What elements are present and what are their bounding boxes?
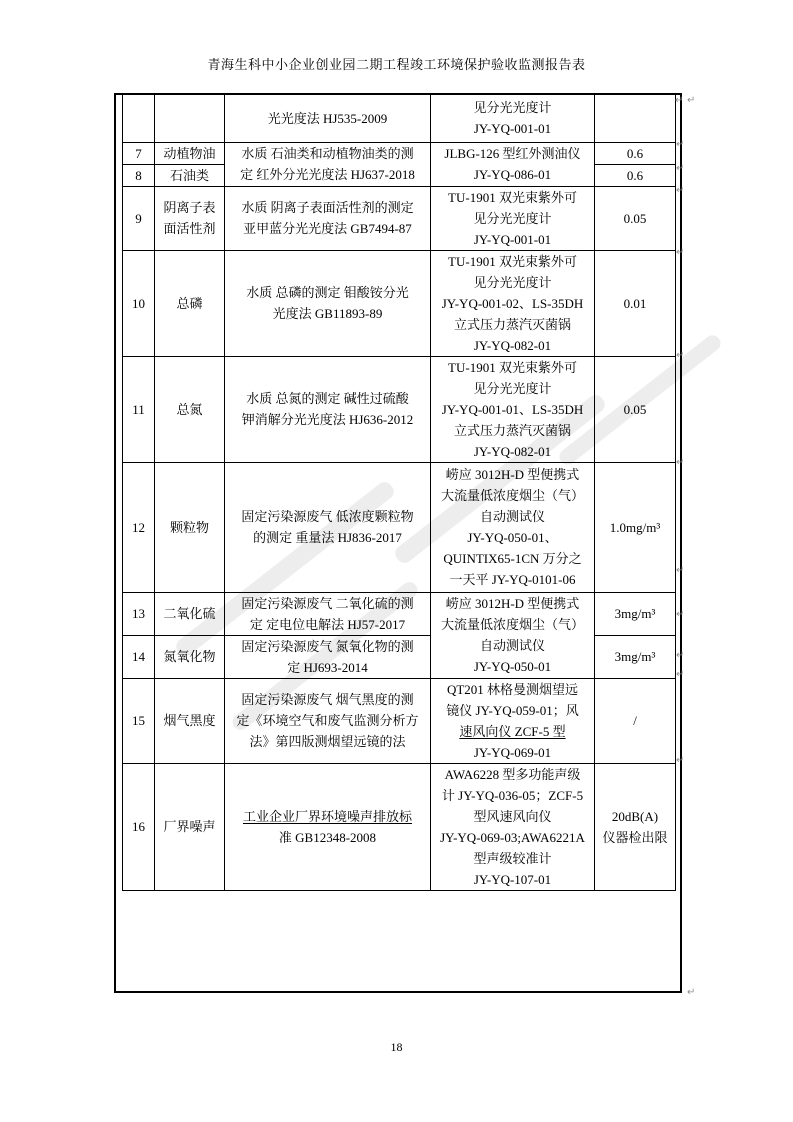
paragraph-mark-icon: ↵ — [676, 163, 685, 174]
paragraph-mark-icon: ↵ — [676, 609, 685, 620]
cell-detection-limit-line: 3mg/m³ — [614, 606, 656, 621]
cell-method — [225, 356, 431, 462]
cell-index — [123, 142, 155, 164]
cell-method-line: 光光度法 HJ535-2009 — [267, 110, 388, 126]
cell-instrument-line: 见分光光度计 — [473, 100, 552, 116]
cell-parameter — [155, 462, 225, 592]
cell-instrument-line: 一天平 JY-YQ-0101-06 — [449, 572, 576, 587]
cell-instrument — [431, 763, 595, 890]
table-row-13 — [123, 592, 676, 635]
cell-index — [123, 186, 155, 250]
cell-detection-limit — [595, 186, 676, 250]
table-row-12 — [123, 462, 676, 592]
cell-index — [123, 763, 155, 890]
cell-detection-limit-line: 0.6 — [626, 167, 644, 183]
cell-instrument-line: 崂应 3012H-D 型便携式 — [445, 596, 580, 611]
cell-method — [225, 186, 431, 250]
cell-instrument-line: JY-YQ-050-01、 — [467, 530, 558, 545]
cell-parameter — [155, 592, 225, 635]
cell-index-line: 15 — [132, 713, 145, 728]
cell-index — [123, 462, 155, 592]
cell-method-line: 水质 阴离子表面活性剂的测定 — [241, 200, 414, 215]
cell-detection-limit-line: 1.0mg/m³ — [609, 519, 661, 535]
cell-instrument — [431, 95, 595, 142]
cell-method-line: 固定污染源废气 氮氧化物的测 — [241, 638, 414, 654]
paragraph-mark-icon: ↵ — [676, 669, 685, 680]
cell-method-line: 光度法 GB11893-89 — [272, 306, 383, 321]
cell-parameter-line: 二氧化硫 — [163, 606, 216, 621]
cell-index — [123, 635, 155, 678]
paragraph-mark-icon: ↵ — [676, 565, 685, 576]
cell-parameter-line: 颗粒物 — [169, 519, 209, 535]
cell-instrument-line: 自动测试仪 — [479, 638, 545, 653]
cell-parameter — [155, 635, 225, 678]
cell-detection-limit-line: 仪器检出限 — [602, 829, 668, 845]
cell-instrument-line: JY-YQ-086-01 — [473, 167, 552, 182]
cell-method-line: 定 定电位电解法 HJ57-2017 — [249, 616, 406, 632]
cell-detection-limit — [595, 462, 676, 592]
cell-instrument — [431, 592, 595, 678]
cell-instrument — [431, 250, 595, 356]
cell-method-line: 工业企业厂界环境噪声排放标 — [242, 808, 412, 824]
paragraph-mark-icon: ↵ — [687, 95, 696, 106]
table-row-15 — [123, 678, 676, 763]
cell-index — [123, 356, 155, 462]
table-row-16 — [123, 763, 676, 890]
table-row-continued — [123, 95, 676, 142]
outer-border-box — [114, 93, 685, 993]
cell-instrument-line: QT201 林格曼测烟望远 — [446, 681, 579, 697]
paragraph-mark-icon: ↵ — [675, 95, 684, 106]
cell-instrument-line: TU-1901 双光束紫外可 — [448, 359, 577, 375]
cell-method-line: 法》第四版测烟望远镜的法 — [249, 734, 406, 749]
cell-method-line: 钾消解分光光度法 HJ636-2012 — [241, 412, 414, 427]
paragraph-mark-icon: ↵ — [676, 185, 685, 196]
cell-method — [225, 592, 431, 635]
cell-instrument — [431, 462, 595, 592]
table-row-10 — [123, 250, 676, 356]
paragraph-mark-icon: ↵ — [676, 247, 685, 258]
cell-method-line: 定 HJ693-2014 — [287, 659, 368, 675]
cell-detection-limit — [595, 250, 676, 356]
cell-instrument-line: 立式压力蒸汽灭菌锅 — [453, 422, 571, 438]
cell-detection-limit-line: 0.6 — [626, 145, 644, 161]
paragraph-mark-icon: ↵ — [676, 457, 685, 468]
cell-instrument-line: 自动测试仪 — [479, 509, 545, 524]
cell-index-line: 7 — [135, 145, 142, 161]
cell-instrument-line: JY-YQ-069-03;AWA6221A — [440, 829, 585, 845]
cell-parameter — [155, 356, 225, 462]
cell-instrument-line: 计 JY-YQ-036-05；ZCF-5 — [441, 787, 584, 803]
cell-instrument-line: 型风速风向仪 — [473, 808, 552, 824]
cell-detection-limit-line: 0.05 — [623, 401, 647, 417]
paragraph-mark-icon: ↵ — [687, 987, 696, 998]
cell-instrument — [431, 142, 595, 186]
document-title: 青海生科中小企业创业园二期工程竣工环境保护验收监测报告表 — [207, 57, 586, 72]
paragraph-mark-icon: ↵ — [676, 139, 685, 150]
cell-index — [123, 250, 155, 356]
cell-parameter — [155, 142, 225, 164]
cell-instrument-line: 型声级较准计 — [473, 850, 552, 866]
cell-instrument-line: QUINTIX65-1CN 万分之 — [443, 551, 582, 566]
paragraph-mark-icon: ↵ — [676, 755, 685, 766]
cell-detection-limit-line: 3mg/m³ — [614, 649, 656, 664]
cell-detection-limit — [595, 142, 676, 164]
cell-instrument — [431, 356, 595, 462]
cell-instrument-line: 崂应 3012H-D 型便携式 — [445, 467, 580, 482]
cell-method — [225, 250, 431, 356]
cell-index-line: 14 — [132, 649, 145, 664]
cell-method-line: 定 红外分光光度法 HJ637-2018 — [240, 167, 415, 182]
paragraph-mark-icon: ↵ — [676, 650, 685, 661]
cell-detection-limit — [595, 678, 676, 763]
cell-instrument-line: JLBG-126 型红外测油仪 — [444, 146, 581, 161]
report-table — [122, 95, 676, 891]
cell-instrument-line: JY-YQ-082-01 — [473, 443, 552, 459]
cell-instrument-line: 镜仪 JY-YQ-059-01；风 — [446, 702, 579, 718]
cell-detection-limit — [595, 763, 676, 890]
cell-parameter-line: 烟气黑度 — [163, 713, 216, 728]
cell-index — [123, 678, 155, 763]
cell-parameter-line: 面活性剂 — [163, 221, 216, 236]
cell-method-line: 准 GB12348-2008 — [278, 829, 377, 845]
cell-method-line: 亚甲蓝分光光度法 GB7494-87 — [243, 221, 412, 236]
cell-method — [225, 635, 431, 678]
cell-index-line: 8 — [135, 167, 142, 183]
cell-detection-limit-line: 0.05 — [623, 210, 647, 226]
cell-parameter — [155, 678, 225, 763]
cell-index-line: 9 — [135, 210, 142, 226]
cell-parameter-line: 石油类 — [169, 167, 209, 183]
cell-index — [123, 95, 155, 142]
cell-instrument-line: 见分光光度计 — [473, 380, 552, 396]
cell-instrument-line: 大流量低浓度烟尘（气） — [440, 488, 584, 503]
cell-detection-limit-line: 20dB(A) — [611, 808, 659, 824]
cell-parameter-line: 阴离子表 — [163, 200, 216, 215]
cell-parameter-line: 氮氧化物 — [163, 649, 216, 664]
cell-method-line: 定《环境空气和废气监测分析方 — [236, 713, 419, 728]
cell-instrument-line: JY-YQ-050-01 — [473, 659, 552, 674]
cell-instrument-line: JY-YQ-107-01 — [473, 871, 552, 887]
cell-instrument-line: TU-1901 双光束紫外可 — [448, 189, 577, 205]
cell-method-line: 水质 总氮的测定 碱性过硫酸 — [246, 391, 409, 406]
cell-method — [225, 142, 431, 186]
cell-method — [225, 462, 431, 592]
cell-instrument — [431, 186, 595, 250]
cell-parameter-line: 总磷 — [176, 295, 203, 311]
cell-instrument-line: TU-1901 双光束紫外可 — [448, 253, 577, 269]
cell-parameter-line: 厂界噪声 — [163, 819, 216, 834]
cell-instrument-line: 见分光光度计 — [473, 274, 552, 290]
cell-detection-limit — [595, 164, 676, 186]
cell-detection-limit-line: 0.01 — [623, 295, 647, 311]
cell-index-line: 16 — [132, 819, 145, 834]
cell-parameter — [155, 763, 225, 890]
cell-index — [123, 164, 155, 186]
cell-index — [123, 592, 155, 635]
cell-instrument — [431, 678, 595, 763]
cell-detection-limit — [595, 95, 676, 142]
cell-parameter — [155, 164, 225, 186]
cell-instrument-line: 见分光光度计 — [473, 210, 552, 226]
cell-instrument-line: JY-YQ-001-01、LS-35DH — [441, 401, 584, 417]
cell-instrument-line: 立式压力蒸汽灭菌锅 — [453, 316, 571, 332]
cell-detection-limit-line: / — [633, 713, 637, 728]
paragraph-mark-icon: ↵ — [676, 350, 685, 361]
table-row-7 — [123, 142, 676, 164]
cell-method-line: 固定污染源废气 二氧化硫的测 — [241, 595, 414, 611]
cell-method-line: 的测定 重量法 HJ836-2017 — [253, 530, 402, 545]
table-row-9 — [123, 186, 676, 250]
cell-instrument-line: JY-YQ-069-01 — [473, 744, 552, 760]
cell-instrument-line: JY-YQ-082-01 — [473, 337, 552, 353]
cell-instrument-line: JY-YQ-001-01 — [473, 121, 552, 137]
cell-parameter — [155, 250, 225, 356]
cell-detection-limit — [595, 356, 676, 462]
cell-method-line: 水质 总磷的测定 钼酸铵分光 — [246, 285, 409, 300]
table-row-11 — [123, 356, 676, 462]
cell-instrument-line: JY-YQ-001-01 — [473, 231, 552, 247]
cell-method — [225, 95, 431, 142]
cell-index-line: 11 — [132, 401, 145, 417]
cell-detection-limit — [595, 635, 676, 678]
cell-instrument-line: 速风向仪 ZCF-5 型 — [459, 723, 566, 739]
cell-instrument-line: AWA6228 型多功能声级 — [444, 766, 581, 782]
cell-index-line: 13 — [132, 606, 145, 621]
cell-detection-limit — [595, 592, 676, 635]
cell-method — [225, 763, 431, 890]
cell-method-line: 固定污染源废气 烟气黑度的测 — [241, 692, 414, 707]
cell-method — [225, 678, 431, 763]
cell-instrument-line: 大流量低浓度烟尘（气） — [440, 617, 584, 632]
cell-parameter-line: 动植物油 — [163, 145, 216, 161]
cell-index-line: 10 — [132, 295, 145, 311]
cell-parameter — [155, 186, 225, 250]
cell-method-line: 水质 石油类和动植物油类的测 — [241, 146, 414, 161]
cell-parameter — [155, 95, 225, 142]
cell-parameter-line: 总氮 — [176, 401, 203, 417]
cell-index-line: 12 — [132, 519, 145, 535]
cell-method-line: 固定污染源废气 低浓度颗粒物 — [241, 509, 414, 524]
page-number: 18 — [390, 1040, 403, 1054]
cell-instrument-line: JY-YQ-001-02、LS-35DH — [441, 295, 584, 311]
